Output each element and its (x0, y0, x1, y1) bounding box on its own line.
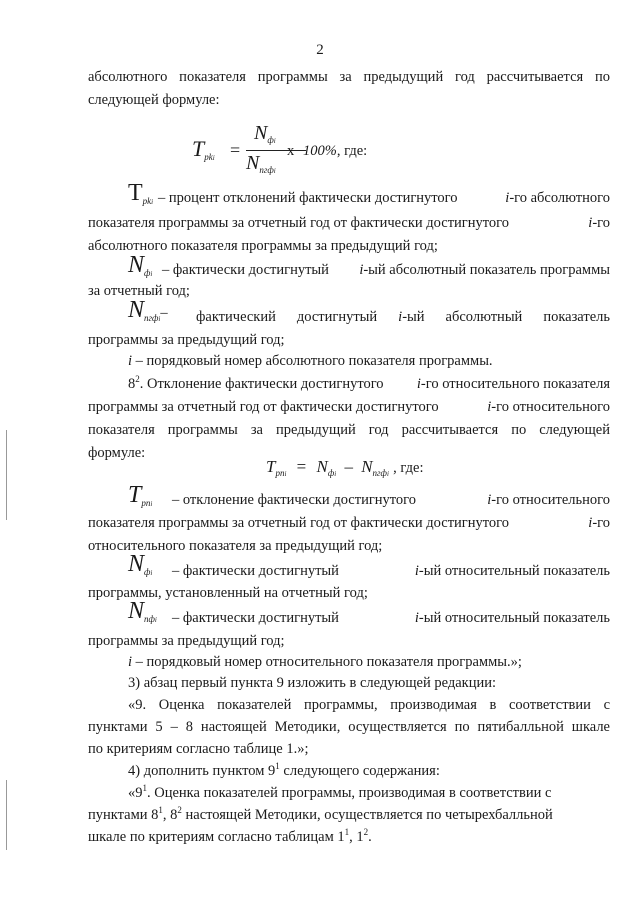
def3-line-1: фактический достигнутый i-ый абсолютный показатель (196, 309, 610, 325)
formula-1-where: , где: (336, 143, 368, 159)
def5-symbol: $T_{pni}$ (128, 482, 153, 508)
p8-line-1: $8^2$. Отклонение фактически достигнутого i-го относительного показателя (128, 374, 610, 392)
formula-1-numerator: $N_{фi}$ (254, 122, 276, 145)
document-page: 2 абсолютного показателя программы за предыдущий год рассчитывается по следующей формуле: Tpki = $N_{фi}$ $N_{пгфi}$ x 100%, где: $T_{pki}$ – процент отклонений фактически достигнутого i-го абсолютного показателя программы за отчетный год от фактически достигнутого i-го абсолютного показателя программы за предыдущий год; $N_{фi}$ – фактически достигнутый i-ый абсолютный показатель программы за отчетный год; $N_{пгфi}-$ фактический достигнутый i-ый абсолютный показатель программы за предыдущий год; i – порядковый номер абсолютного показателя программы. $8^2$. Отклонение фактически достигнутого i-го относительного показателя программы за отчетный год от фактически достигнутого i-го относительного показателя программы за предыдущий год рассчитывается по следующей формуле: $T_{pni} = N_{фi} - N_{пгфi}$ , где: $T_{pni}$ – отклонение фактически достигнутого i-го относительного показателя программы за отчетный год от фактически достигнутого i-го относительного показателя за предыдущий год; $N_{фi}$ – фактически достигнутый i-ый относительный показатель программы, установленный на отчетный год; $N_{пфi}$ – фактически достигнутый i-ый относительный показатель программы за предыдущий год; i – порядковый номер относительного показателя программы.»; 3) абзац первый пункта 9 изложить в следующей редакции: «9. Оценка показателей программы, производимая в соответствии с пунктами 5 – 8 настоящей Методики, осуществляется по пятибалльной шкале по критериям согласно таблице 1.»; 4) дополнить пунктом $9^1$ следующего содержания: «$9^1$. Оценка показателей программы, производимая в соответствии с пунктами $8^1$, $8^2$ настоящей Методики, осуществляется по четырехбалльной шкале по критериям согласно таблицам $1^1$, $1^2$. (0, 0, 640, 905)
scan-margin-mark (6, 430, 7, 520)
def5-line-1: – отклонение фактически достигнутого i-го относительного (172, 492, 610, 508)
def7-line-1: – фактически достигнутый i-ый относительный показатель (172, 610, 610, 626)
def2-line-2: за отчетный год; (88, 283, 190, 299)
formula-1-percent: 100% (303, 143, 337, 159)
def5-line-2: показателя программы за отчетный год от фактически достигнутого i-го (88, 515, 610, 531)
item3-line-1: 3) абзац первый пункта 9 изложить в следующей редакции: (128, 675, 497, 691)
item3-line-3: пунктами 5 – 8 настоящей Методики, осуществляется по пятибалльной шкале (88, 719, 610, 735)
def6-line-1: – фактически достигнутый i-ый относительный показатель (172, 563, 610, 579)
item4-line-2: «$9^1$. Оценка показателей программы, производимая в соответствии с (128, 783, 552, 801)
p8-line-3: показателя программы за предыдущий год рассчитывается по следующей (88, 422, 610, 438)
def6-symbol: $N_{фi}$ (128, 551, 153, 577)
item3-line-4: по критериям согласно таблице 1.»; (88, 741, 309, 757)
intro-line-2: следующей формуле: (88, 92, 220, 108)
formula-1-eq: = (230, 140, 241, 160)
formula-1-x: x (287, 143, 295, 159)
def8-line: i – порядковый номер относительного показателя программы.»; (128, 654, 522, 670)
item4-line-4: шкале по критериям согласно таблицам $1^1$, $1^2$. (88, 827, 372, 845)
formula-1-T: T (192, 136, 205, 161)
def1-line-2: показателя программы за отчетный год от фактически достигнутого i-го (88, 215, 610, 231)
def1-line-1: $T_{pki}$ – процент отклонений фактически достигнутого i-го абсолютного (128, 180, 610, 206)
formula-2: $T_{pni} = N_{фi} - N_{пгфi}$ , где: (266, 457, 424, 478)
def7-symbol: $N_{пфi}$ (128, 598, 157, 624)
formula-1-fraction-line (246, 150, 306, 151)
def2-symbol: $N_{фi}$ (128, 252, 153, 278)
p8-line-2: программы за отчетный год от фактически достигнутого i-го относительного (88, 399, 610, 415)
page-number: 2 (316, 42, 324, 58)
def3-line-2: программы за предыдущий год; (88, 332, 285, 348)
formula-1-denominator: $N_{пгфi}$ (246, 152, 276, 175)
def1-line-3: абсолютного показателя программы за предыдущий год; (88, 238, 438, 254)
def3-symbol: $N_{пгфi}-$ (128, 297, 168, 323)
def7-line-2: программы за предыдущий год; (88, 633, 285, 649)
scan-margin-mark (6, 780, 7, 850)
intro-line-1: абсолютного показателя программы за предыдущий год рассчитывается по (88, 69, 610, 85)
p8-line-4: формуле: (88, 445, 146, 461)
def5-line-3: относительного показателя за предыдущий год; (88, 538, 383, 554)
def4-line: i – порядковый номер абсолютного показателя программы. (128, 353, 493, 369)
item4-line-1: 4) дополнить пунктом $9^1$ следующего содержания: (128, 761, 440, 779)
item4-line-3: пунктами $8^1$, $8^2$ настоящей Методики, осуществляется по четырехбалльной (88, 805, 553, 823)
item3-line-2: «9. Оценка показателей программы, производимая в соответствии с (128, 697, 610, 713)
def6-line-2: программы, установленный на отчетный год; (88, 585, 368, 601)
def2-line-1: – фактически достигнутый i-ый абсолютный показатель программы (162, 262, 610, 278)
